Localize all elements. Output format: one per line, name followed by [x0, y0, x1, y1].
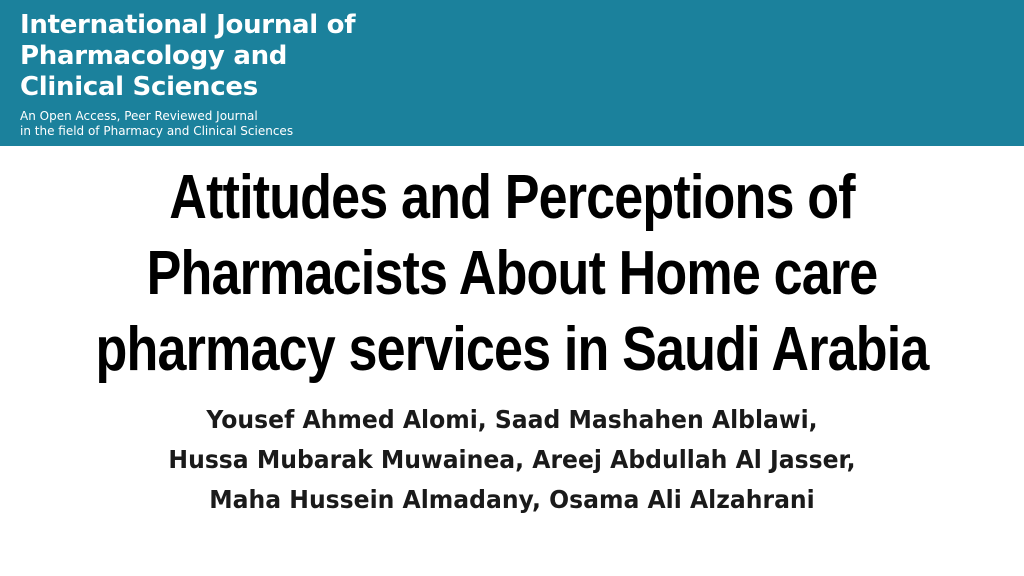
author-line-3: Maha Hussein Almadany, Osama Ali Alzahrani — [209, 485, 815, 514]
journal-banner — [0, 0, 1024, 146]
journal-tagline — [20, 109, 355, 139]
journal-title-line-3: Clinical Sciences — [20, 72, 258, 102]
tagline-line-1: An Open Access, Peer Reviewed Journal — [20, 109, 258, 123]
title-line-3: pharmacy services in Saudi Arabia — [95, 315, 929, 384]
author-line-2: Hussa Mubarak Muwainea, Areej Abdullah Al Jasser, — [168, 445, 856, 474]
title-line-2: Pharmacists About Home care — [146, 239, 878, 308]
paper-title — [0, 160, 1024, 388]
journal-title-line-2: Pharmacology and — [20, 41, 288, 71]
journal-logo-text — [20, 10, 355, 139]
tagline-line-2: in the field of Pharmacy and Clinical Sciences — [20, 124, 294, 138]
title-line-1: Attitudes and Perceptions of — [169, 163, 855, 232]
author-line-1: Yousef Ahmed Alomi, Saad Mashahen Alblawi, — [206, 405, 818, 434]
journal-title-line-1: International Journal of — [20, 10, 356, 40]
author-list — [0, 400, 1024, 520]
